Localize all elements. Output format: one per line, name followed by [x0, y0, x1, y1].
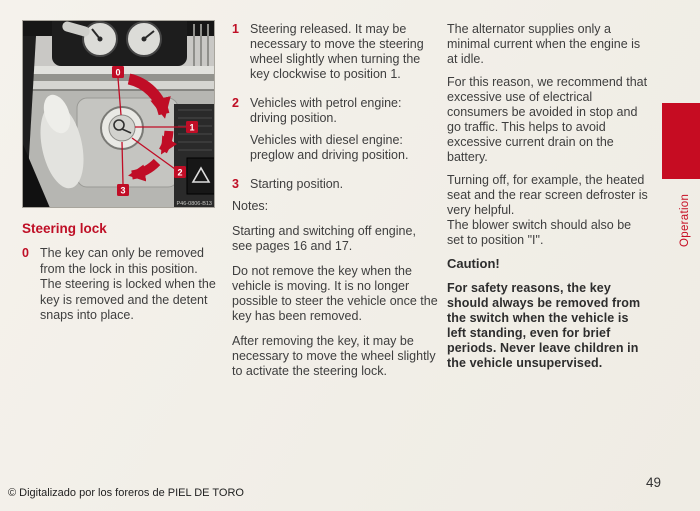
- position-label-2: 2: [177, 167, 183, 178]
- alternator-paragraph: The alternator supplies only a minimal current when the engine is at idle.: [447, 22, 641, 66]
- notes-section: [232, 199, 439, 379]
- figure-id-label: P46-0806-B13: [176, 201, 212, 207]
- middle-column: [232, 22, 439, 389]
- notes-paragraph-2: Do not remove the key when the vehicle is moving. It is no longer possible to steer the vehicle once the key has been removed.: [232, 264, 438, 323]
- position-0-number: 0: [22, 246, 29, 260]
- caution-text: For safety reasons, the key should always be removed from the switch when the vehicle is left standing, even for brief periods. Never leave children in the vehicle unsupervised.: [447, 281, 641, 370]
- position-2-text-diesel: Vehicles with diesel engine: preglow and driving position.: [250, 133, 409, 162]
- ignition-lock-illustration: [22, 20, 215, 208]
- hazard-switch: [187, 158, 215, 194]
- position-2-description: [232, 96, 439, 170]
- notes-heading: Notes:: [232, 199, 269, 213]
- electrical-consumers-paragraph: For this reason, we recommend that excessive use of electrical consumers be avoided in stop and go traffic. This helps to avoid excessive current drain on the battery.: [447, 75, 648, 164]
- position-2-number: 2: [232, 96, 239, 110]
- operation-tab-label: Operation: [679, 193, 691, 247]
- position-0-text: The key can only be removed from the lock in this position. The steering is locked when the key is removed and the detent snaps into place.: [40, 246, 216, 322]
- position-2-text-petrol: Vehicles with petrol engine: driving position.: [250, 96, 402, 125]
- operation-chapter-tab: [662, 103, 700, 179]
- page-number: 49: [646, 475, 662, 490]
- position-3-number: 3: [232, 177, 239, 191]
- left-column: [22, 221, 218, 331]
- position-1-description: [232, 22, 439, 89]
- position-label-0: 0: [115, 67, 121, 78]
- blower-switch-paragraph: The blower switch should also be set to position "I".: [447, 218, 632, 247]
- heated-seat-paragraph: Turning off, for example, the heated seat and the rear screen defroster is very helpful.: [447, 173, 648, 217]
- position-1-text: Steering released. It may be necessary to move the steering wheel slightly when turning the key clockwise to position 1.: [250, 22, 424, 81]
- position-1-number: 1: [232, 22, 239, 36]
- steering-lock-heading: Steering lock: [22, 221, 107, 236]
- caution-heading: Caution!: [447, 256, 500, 271]
- position-3-text: Starting position.: [250, 177, 344, 191]
- notes-paragraph-1: Starting and switching off engine, see pages 16 and 17.: [232, 224, 416, 253]
- ignition-lock-figure: [22, 20, 215, 208]
- scan-watermark: © Digitalizado por los foreros de PIEL DE TORO: [8, 487, 244, 499]
- notes-paragraph-3: After removing the key, it may be necessary to move the wheel slightly to activate the steering lock.: [232, 334, 436, 378]
- position-label-3: 3: [120, 185, 126, 196]
- position-label-1: 1: [189, 122, 195, 133]
- position-0-description: [22, 246, 218, 324]
- right-column: [447, 22, 648, 379]
- position-3-description: [232, 177, 439, 192]
